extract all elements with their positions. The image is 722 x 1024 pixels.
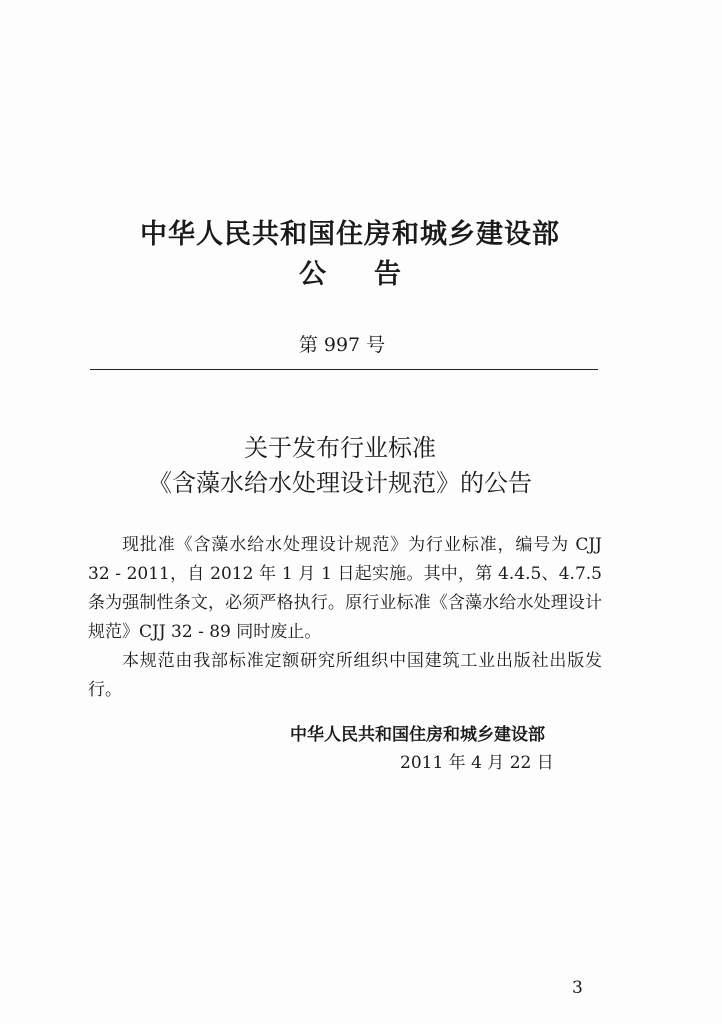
- page-number: 3: [572, 978, 583, 998]
- document-number: 第 997 号: [298, 334, 386, 356]
- announcement-body: [88, 531, 602, 705]
- signature-date: 2011 年 4 月 22 日: [400, 753, 554, 773]
- announcement-title-line2: 《含藻水给水处理设计规范》的公告: [148, 469, 532, 497]
- body-paragraph-2: 本规范由我部标准定额研究所组织中国建筑工业出版社出版发行。: [88, 651, 602, 700]
- issuer-heading: 中华人民共和国住房和城乡建设部: [140, 219, 560, 250]
- document-type-heading: 公告: [299, 259, 449, 290]
- signature-organization: 中华人民共和国住房和城乡建设部: [290, 725, 545, 745]
- horizontal-rule: [90, 369, 598, 370]
- body-paragraph-1: 现批准《含藻水给水处理设计规范》为行业标准，编号为 CJJ 32 - 2011，自 2012 年 1 月 1 日起实施。其中，第 4.4.5、4.7.5 条为强制性条文，必须严格执行。原行业标准《含藻水给水处理设计规范》CJJ 32 - 89 同时废止。: [88, 535, 602, 642]
- announcement-title-line1: 关于发布行业标准: [244, 434, 436, 462]
